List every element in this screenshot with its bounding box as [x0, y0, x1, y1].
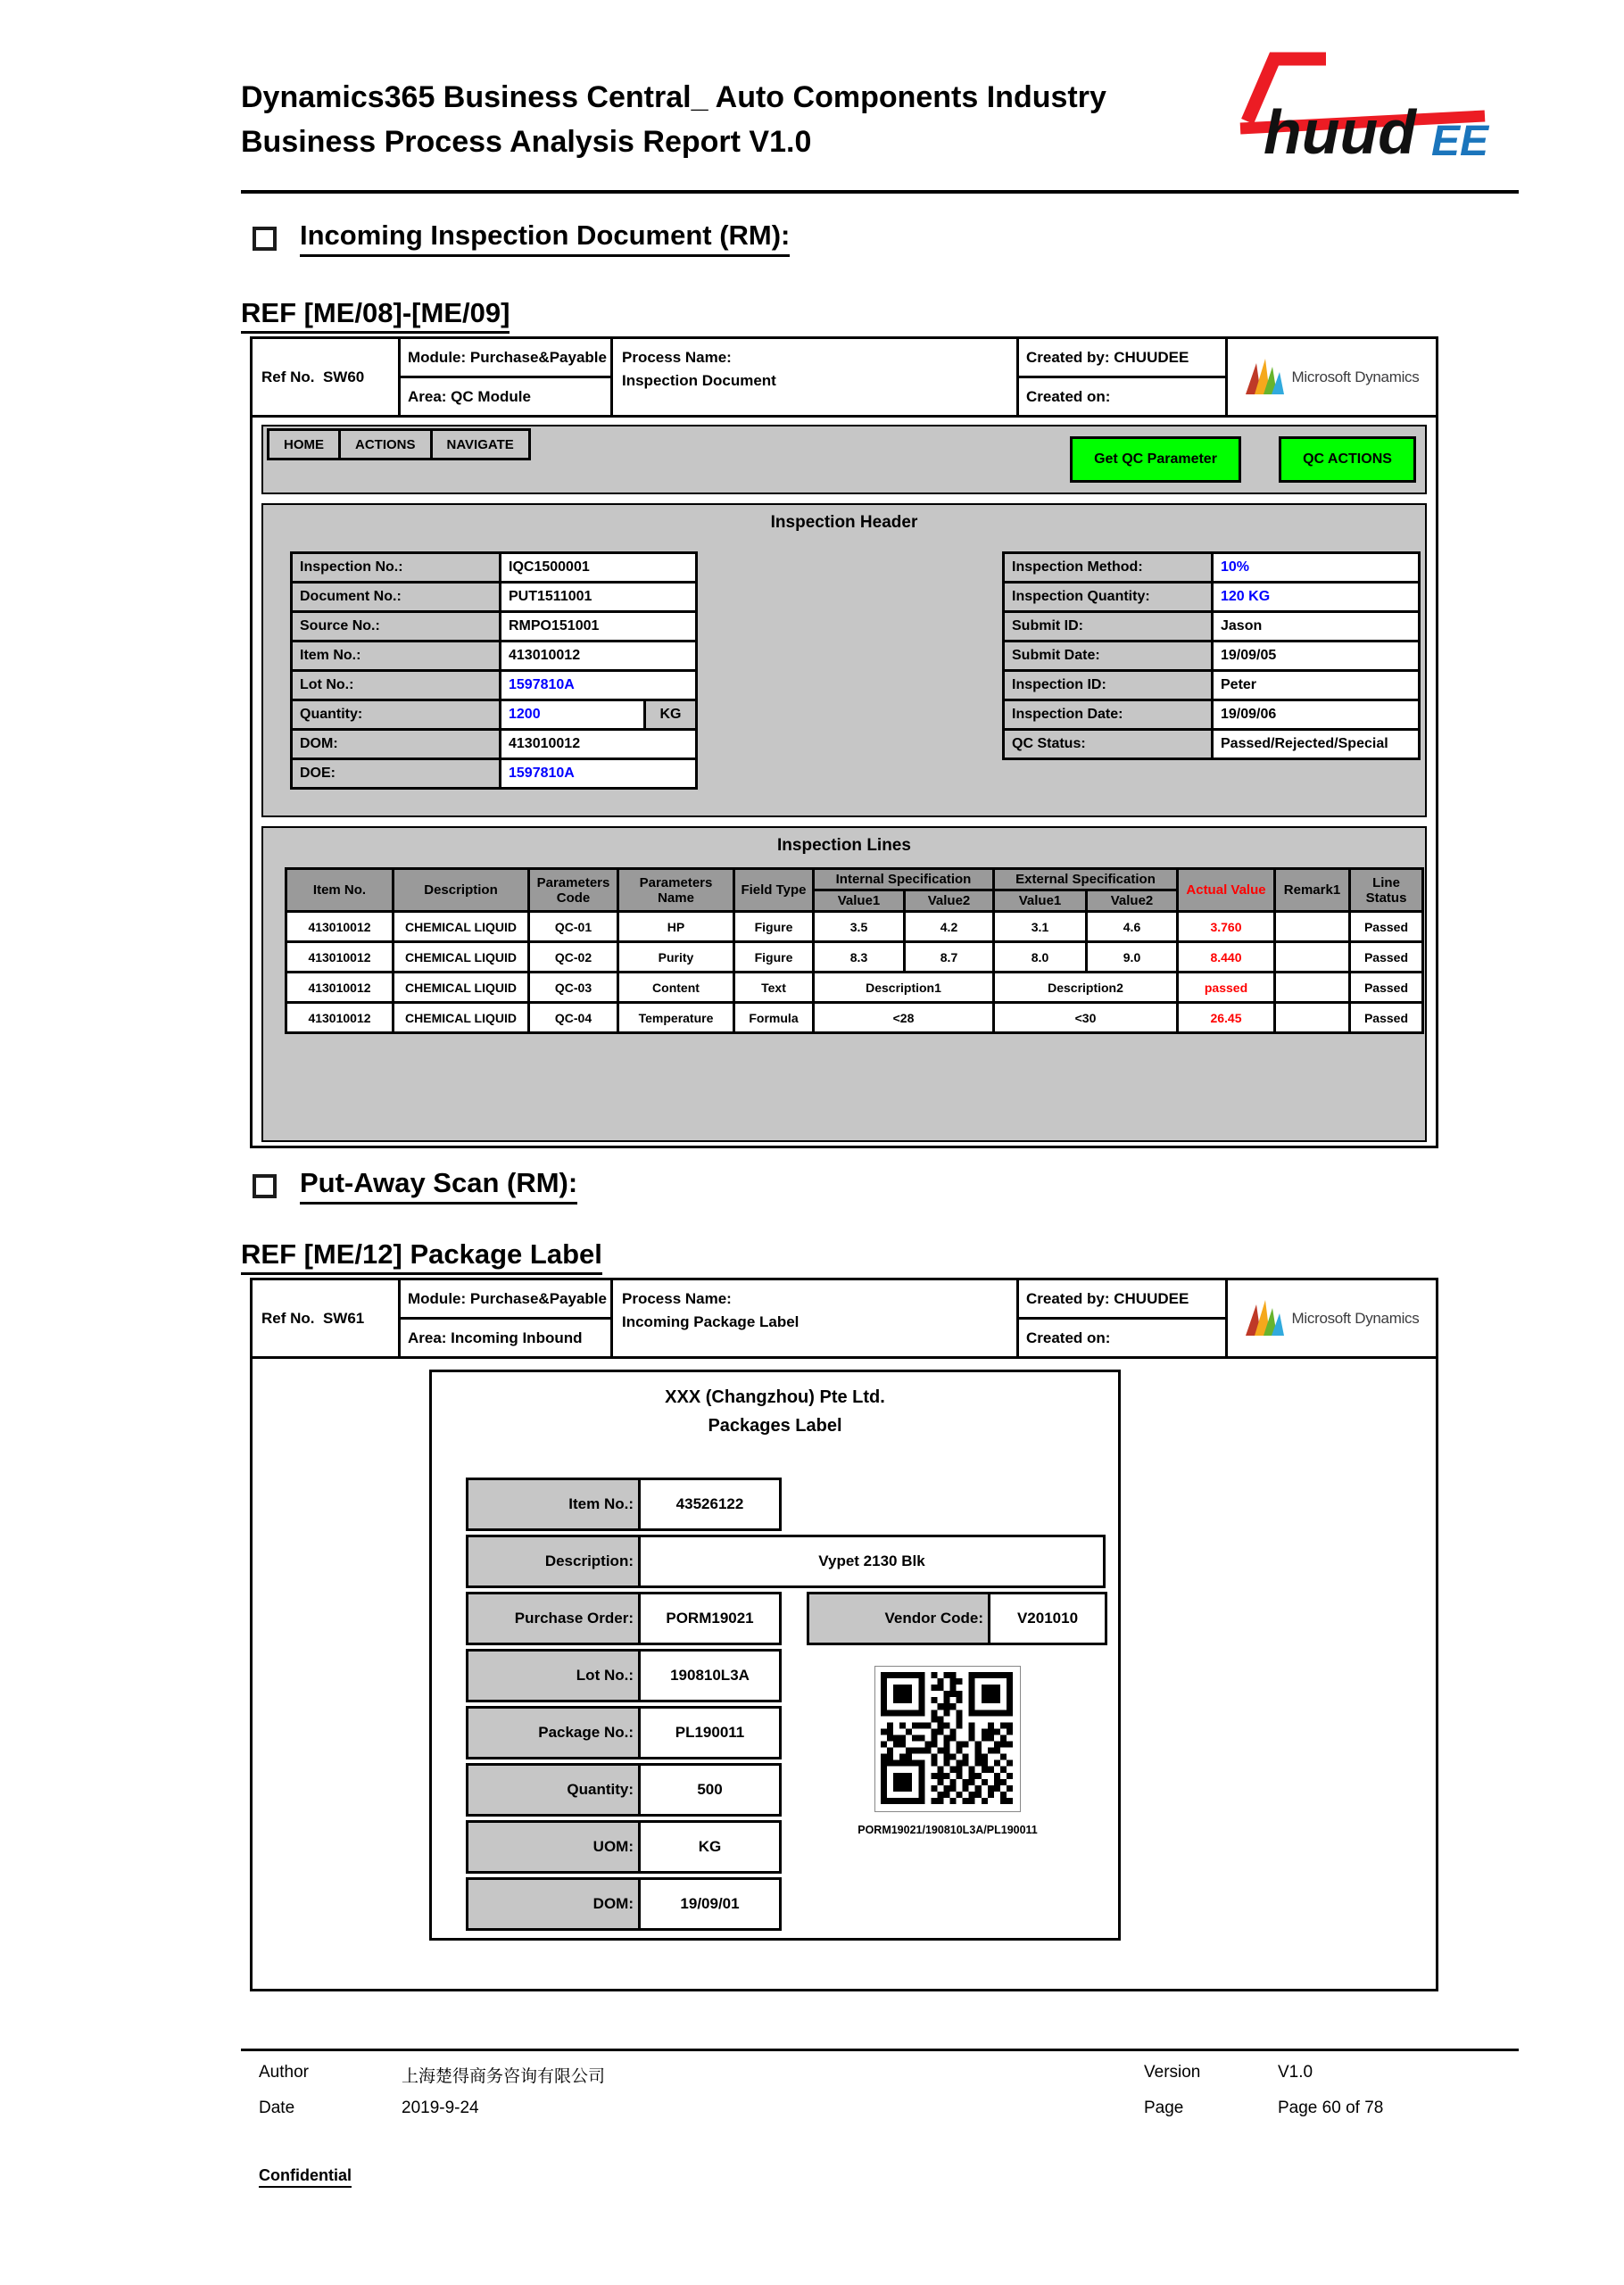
field-row: [292, 612, 697, 642]
field-label: Submit ID:: [1004, 612, 1213, 642]
form2-created: [1019, 1280, 1228, 1356]
field-row: [1004, 700, 1420, 730]
form2-ref-no: Ref No. SW61: [253, 1280, 401, 1356]
field-row: [1004, 730, 1420, 759]
col-internal-value1: Value1: [814, 890, 905, 912]
form2-area: Area: Incoming Inbound: [408, 1329, 583, 1346]
field-label: QC Status:: [1004, 730, 1213, 759]
form1-msdyn-cell: [1228, 339, 1436, 415]
field-label: DOE:: [292, 759, 501, 789]
quantity-unit: KG: [643, 701, 695, 728]
tab-home[interactable]: HOME: [267, 428, 341, 460]
package-no-value: PL190011: [641, 1706, 782, 1759]
field-row: [1004, 612, 1420, 642]
col-remark1: Remark1: [1275, 869, 1350, 912]
form2-body: [253, 1359, 1436, 1989]
microsoft-dynamics-icon: [1245, 359, 1286, 396]
field-label: DOM:: [292, 730, 501, 759]
field-label: Source No.:: [292, 612, 501, 642]
inspection-header-left-fields: [290, 551, 698, 790]
tab-actions[interactable]: ACTIONS: [338, 428, 433, 460]
label-field-row: [466, 1592, 782, 1645]
label-field-row: [466, 1820, 782, 1874]
version-value: V1.0: [1278, 2063, 1313, 2082]
item-no-value: 43526122: [641, 1478, 782, 1531]
form2-msdyn-cell: [1228, 1280, 1436, 1356]
col-field-type: Field Type: [734, 869, 814, 912]
field-row: [292, 671, 697, 700]
field-label: Inspection Quantity:: [1004, 583, 1213, 612]
form2-created-by: Created by: CHUUDEE: [1019, 1280, 1225, 1320]
field-row: [292, 759, 697, 789]
checkbox-bullet-icon: [253, 1174, 277, 1198]
form1-module: Module: Purchase&Payable: [401, 339, 610, 378]
footer-version-row: [1144, 2063, 1313, 2082]
form2-process-value: Incoming Package Label: [622, 1313, 800, 1330]
field-label: Quantity:: [292, 700, 501, 730]
section1-heading-text: Incoming Inspection Document (RM):: [300, 219, 790, 257]
date-label: Date: [259, 2099, 295, 2117]
table-row[interactable]: 413010012 CHEMICAL LIQUID QC-03 Content Text Description1 Description2 passed Passed: [286, 973, 1423, 1003]
form1-body: [253, 418, 1436, 1146]
form2-module-area: [401, 1280, 613, 1356]
microsoft-dynamics-wordmark: Microsoft Dynamics: [1291, 368, 1420, 385]
form1-created-by: Created by: CHUUDEE: [1019, 339, 1225, 378]
inspection-header-right-fields: [1002, 551, 1421, 760]
inspection-lines-panel: [261, 826, 1427, 1142]
document-title-line1: Dynamics365 Business Central_ Auto Components Industry: [241, 80, 1106, 114]
ribbon-tabs: [267, 428, 528, 460]
table-row[interactable]: 413010012 CHEMICAL LIQUID QC-02 Purity Figure 8.3 8.7 8.0 9.0 8.440 Passed: [286, 942, 1423, 973]
table-header-row: [286, 869, 1423, 890]
col-internal-spec: Internal Specification: [814, 869, 994, 890]
inspection-method-field[interactable]: 10%: [1213, 553, 1420, 583]
qc-status-field[interactable]: Passed/Rejected/Special: [1213, 730, 1420, 759]
label-field-row: [466, 1535, 1106, 1588]
submit-id-field[interactable]: Jason: [1213, 612, 1420, 642]
col-line-status: Line Status: [1350, 869, 1423, 912]
field-row: [292, 553, 697, 583]
field-row: [292, 700, 697, 730]
microsoft-dynamics-icon: [1245, 1300, 1286, 1337]
field-label: Document No.:: [292, 583, 501, 612]
package-label-title: [432, 1372, 1118, 1440]
page-value: Page 60 of 78: [1278, 2099, 1384, 2117]
vendor-code-value: V201010: [990, 1592, 1107, 1645]
chuudee-logo-graphic: [1233, 50, 1501, 164]
table-row[interactable]: 413010012 CHEMICAL LIQUID QC-01 HP Figure 3.5 4.2 3.1 4.6 3.760 Passed: [286, 912, 1423, 942]
form1-area: Area: QC Module: [408, 387, 531, 405]
form1-process-value: Inspection Document: [622, 372, 776, 389]
form2-process: [613, 1280, 1019, 1356]
form2-header: [253, 1280, 1436, 1359]
company-name: XXX (Changzhou) Pte Ltd.: [665, 1387, 885, 1407]
chuudee-logo: [1233, 50, 1501, 164]
lot-no-field[interactable]: 1597810A: [501, 671, 697, 700]
purchase-order-value: PORM19021: [641, 1592, 782, 1645]
inspection-no-field[interactable]: IQC1500001: [501, 553, 697, 583]
footer-page-row: [1144, 2099, 1383, 2118]
form1-process: [613, 339, 1019, 415]
form1-created-on: Created on:: [1026, 387, 1111, 405]
field-label: Inspection ID:: [1004, 671, 1213, 700]
label-field-row: [466, 1763, 782, 1817]
form2-created-on: Created on:: [1026, 1329, 1111, 1346]
package-label-form: [250, 1278, 1438, 1991]
form1-created: [1019, 339, 1228, 415]
label-field-row: [466, 1649, 782, 1702]
author-value: 上海楚得商务咨询有限公司: [402, 2067, 606, 2086]
col-item-no: Item No.: [286, 869, 394, 912]
field-row: [1004, 671, 1420, 700]
col-external-value2: Value2: [1087, 890, 1178, 912]
field-label: Inspection Method:: [1004, 553, 1213, 583]
title-divider: [241, 190, 1519, 194]
qr-code-graphic: [881, 1672, 1013, 1804]
label-field-row: [466, 1478, 782, 1531]
field-label: Purchase Order:: [466, 1592, 641, 1645]
field-label: Description:: [466, 1535, 641, 1588]
svg-text:huud: huud: [1264, 97, 1417, 164]
lot-no-value: 190810L3A: [641, 1649, 782, 1702]
item-no-field[interactable]: 413010012: [501, 642, 697, 671]
inspection-lines-title: Inspection Lines: [777, 836, 911, 855]
document-title-line2: Business Process Analysis Report V1.0: [241, 125, 812, 159]
form1-process-label: Process Name:: [622, 349, 732, 366]
uom-value: KG: [641, 1820, 782, 1874]
tab-navigate[interactable]: NAVIGATE: [430, 428, 531, 460]
field-label: Inspection No.:: [292, 553, 501, 583]
label-field-row: [466, 1706, 782, 1759]
inspection-document-form: [250, 336, 1438, 1148]
field-label: Package No.:: [466, 1706, 641, 1759]
inspection-header-panel: [261, 503, 1427, 817]
inspection-date-field[interactable]: 19/09/06: [1213, 700, 1420, 730]
label-field-row: [466, 1877, 782, 1931]
field-row: [1004, 642, 1420, 671]
quantity-value: 500: [641, 1763, 782, 1817]
form2-module: Module: Purchase&Payable: [401, 1280, 610, 1320]
field-row: [292, 583, 697, 612]
source-no-field[interactable]: RMPO151001: [501, 612, 697, 642]
footer-date-row: [259, 2099, 479, 2118]
date-value: 2019-9-24: [402, 2099, 479, 2117]
inspection-lines-table: [285, 867, 1424, 1034]
document-title: [241, 75, 1106, 164]
col-external-value1: Value1: [994, 890, 1087, 912]
field-row: [1004, 553, 1420, 583]
field-label: Quantity:: [466, 1763, 641, 1817]
inspection-header-title: Inspection Header: [770, 513, 918, 532]
qr-caption: PORM19021/190810L3A/PL190011: [858, 1824, 1038, 1836]
submit-date-field[interactable]: 19/09/05: [1213, 642, 1420, 671]
field-label: Vendor Code:: [807, 1592, 990, 1645]
field-row: [292, 730, 697, 759]
qc-actions-button[interactable]: QC ACTIONS: [1279, 436, 1416, 483]
page-label: Page: [1144, 2099, 1184, 2117]
field-label: Item No.:: [466, 1478, 641, 1531]
field-label: Lot No.:: [292, 671, 501, 700]
vendor-code-row: [807, 1592, 1107, 1645]
field-row: [292, 642, 697, 671]
col-parameters-code: Parameters Code: [529, 869, 618, 912]
dom-field[interactable]: 413010012: [501, 730, 697, 759]
get-qc-parameter-button[interactable]: Get QC Parameter: [1070, 436, 1241, 483]
section2-heading: [253, 1167, 577, 1205]
version-label: Version: [1144, 2063, 1201, 2082]
section2-ref: REF [ME/12] Package Label: [241, 1238, 602, 1275]
inspection-quantity-field[interactable]: 120 KG: [1213, 583, 1420, 612]
field-label: Item No.:: [292, 642, 501, 671]
qr-code: [875, 1667, 1020, 1811]
author-label: Author: [259, 2063, 309, 2082]
svg-text:EE: EE: [1431, 118, 1489, 164]
section1-heading: [253, 219, 790, 257]
field-label: Submit Date:: [1004, 642, 1213, 671]
col-description: Description: [394, 869, 529, 912]
section2-heading-text: Put-Away Scan (RM):: [300, 1167, 577, 1205]
form1-header: [253, 339, 1436, 418]
footer-author-row: [259, 2063, 605, 2087]
description-value: Vypet 2130 Blk: [641, 1535, 1106, 1588]
document-no-field[interactable]: PUT1511001: [501, 583, 697, 612]
field-label: UOM:: [466, 1820, 641, 1874]
ribbon-bar: [261, 425, 1427, 494]
col-actual-value: Actual Value: [1178, 869, 1275, 912]
quantity-value[interactable]: 1200: [501, 701, 643, 728]
col-internal-value2: Value2: [905, 890, 994, 912]
table-row[interactable]: 413010012 CHEMICAL LIQUID QC-04 Temperature Formula <28 <30 26.45 Passed: [286, 1003, 1423, 1033]
form1-module-area: [401, 339, 613, 415]
field-label: Inspection Date:: [1004, 700, 1213, 730]
section1-ref: REF [ME/08]-[ME/09]: [241, 297, 510, 334]
package-label: [429, 1370, 1121, 1941]
microsoft-dynamics-wordmark: Microsoft Dynamics: [1291, 1309, 1420, 1327]
footer-divider: [241, 2049, 1519, 2051]
col-external-spec: External Specification: [994, 869, 1178, 890]
checkbox-bullet-icon: [253, 227, 277, 251]
form2-process-label: Process Name:: [622, 1290, 732, 1307]
field-row: [1004, 583, 1420, 612]
field-label: DOM:: [466, 1877, 641, 1931]
doe-field[interactable]: 1597810A: [501, 759, 697, 789]
inspection-id-field[interactable]: Peter: [1213, 671, 1420, 700]
col-parameters-name: Parameters Name: [618, 869, 734, 912]
dom-value: 19/09/01: [641, 1877, 782, 1931]
label-type: Packages Label: [708, 1416, 842, 1436]
form1-ref-no: Ref No. SW60: [253, 339, 401, 415]
quantity-field[interactable]: [501, 700, 697, 730]
confidential-marker: Confidential: [259, 2166, 352, 2188]
field-label: Lot No.:: [466, 1649, 641, 1702]
